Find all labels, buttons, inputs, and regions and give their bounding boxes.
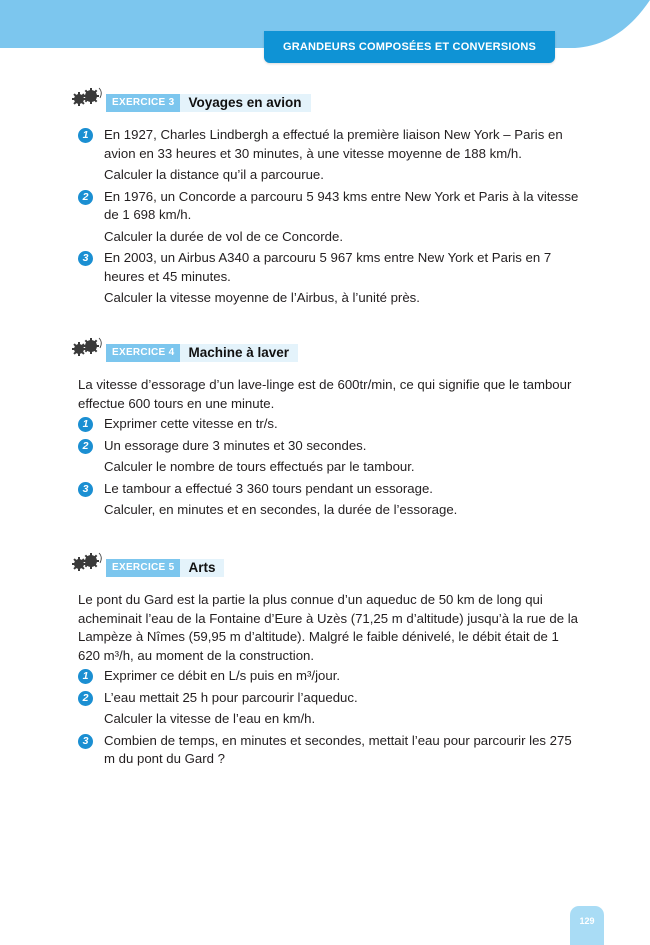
question-text: Un essorage dure 3 minutes et 30 secondes.	[104, 437, 367, 453]
top-corner-curve	[575, 0, 650, 48]
question-text: En 2003, un Airbus A340 a parcouru 5 967 kms entre New York et Paris en 7 heures et 45 minutes.	[104, 250, 552, 284]
list-item	[78, 437, 580, 477]
number-circle-icon: 1	[78, 128, 93, 143]
number-circle-icon: 3	[78, 251, 93, 266]
exercise-4	[70, 344, 580, 523]
number-circle-icon: 3	[78, 734, 93, 749]
question-text: En 1927, Charles Lindbergh a effectué la première liaison New York – Paris en avion en 33 heures et 30 minutes, à une vitesse moyenne de 188 km/h.	[104, 127, 563, 161]
number-circle-icon: 2	[78, 190, 93, 205]
number-circle-icon: 2	[78, 691, 93, 706]
question-text: Combien de temps, en minutes et secondes, mettait l’eau pour parcourir les 275 m du pont du Gard ?	[104, 732, 572, 766]
question-text: Le tambour a effectué 3 360 tours pendant un essorage.	[104, 480, 433, 496]
question-text: Exprimer cette vitesse en tr/s.	[104, 416, 278, 431]
number-circle-icon: 2	[78, 439, 93, 454]
question-text: Calculer la distance qu’il a parcourue.	[104, 167, 324, 182]
question-text: Calculer la vitesse de l’eau en km/h.	[104, 711, 316, 726]
gears-icon	[70, 336, 106, 362]
question-text: Calculer la durée de vol de ce Concorde.	[104, 228, 343, 244]
gears-icon	[70, 551, 106, 577]
number-circle-icon: 1	[78, 417, 93, 432]
question-text: L’eau mettait 25 h pour parcourir l’aqueduc.	[104, 689, 358, 705]
list-item	[78, 732, 580, 769]
exercise-title: Arts	[180, 559, 224, 577]
question-text: Calculer le nombre de tours effectués par le tambour.	[104, 459, 415, 474]
list-item	[78, 480, 580, 520]
exercise-intro: Le pont du Gard est la partie la plus connue d’un aqueduc de 50 km de long qui acheminait l’eau de la Fontaine d’Eure à Uzès (71,25 m d’altitude) jusqu’à la rue de la Lampèze à Nîmes (59,95 m d’altitude). Malgré le faible dénivelé, le débit était de 1 620 m³/h, au moment de la construction.	[78, 592, 578, 663]
exercise-5	[70, 559, 580, 772]
chapter-title: GRANDEURS COMPOSÉES ET CONVERSIONS	[264, 31, 555, 63]
list-item	[78, 249, 580, 308]
exercise-badge: EXERCICE 5	[106, 559, 180, 577]
exercise-intro: La vitesse d’essorage d’un lave-linge est de 600tr/min, ce qui signifie que le tambour effectue 600 tours en une minute.	[78, 377, 572, 411]
list-item	[78, 415, 580, 434]
list-item	[78, 667, 580, 686]
exercise-title: Machine à laver	[180, 344, 298, 362]
exercise-badge: EXERCICE 3	[106, 94, 180, 112]
list-item	[78, 126, 580, 185]
exercise-badge: EXERCICE 4	[106, 344, 180, 362]
number-circle-icon: 3	[78, 482, 93, 497]
number-circle-icon: 1	[78, 669, 93, 684]
exercise-3	[70, 94, 580, 311]
gears-icon	[70, 86, 106, 112]
question-text: En 1976, un Concorde a parcouru 5 943 kms entre New York et Paris à la vitesse de 1 698 km/h.	[104, 188, 579, 222]
list-item	[78, 689, 580, 729]
exercise-title: Voyages en avion	[180, 94, 310, 112]
question-text: Exprimer ce débit en L/s puis en m³/jour.	[104, 668, 341, 683]
list-item	[78, 188, 580, 247]
question-text: Calculer la vitesse moyenne de l’Airbus, à l’unité près.	[104, 290, 420, 305]
question-text: Calculer, en minutes et en secondes, la durée de l’essorage.	[104, 502, 458, 517]
page-number: 129	[570, 906, 604, 945]
